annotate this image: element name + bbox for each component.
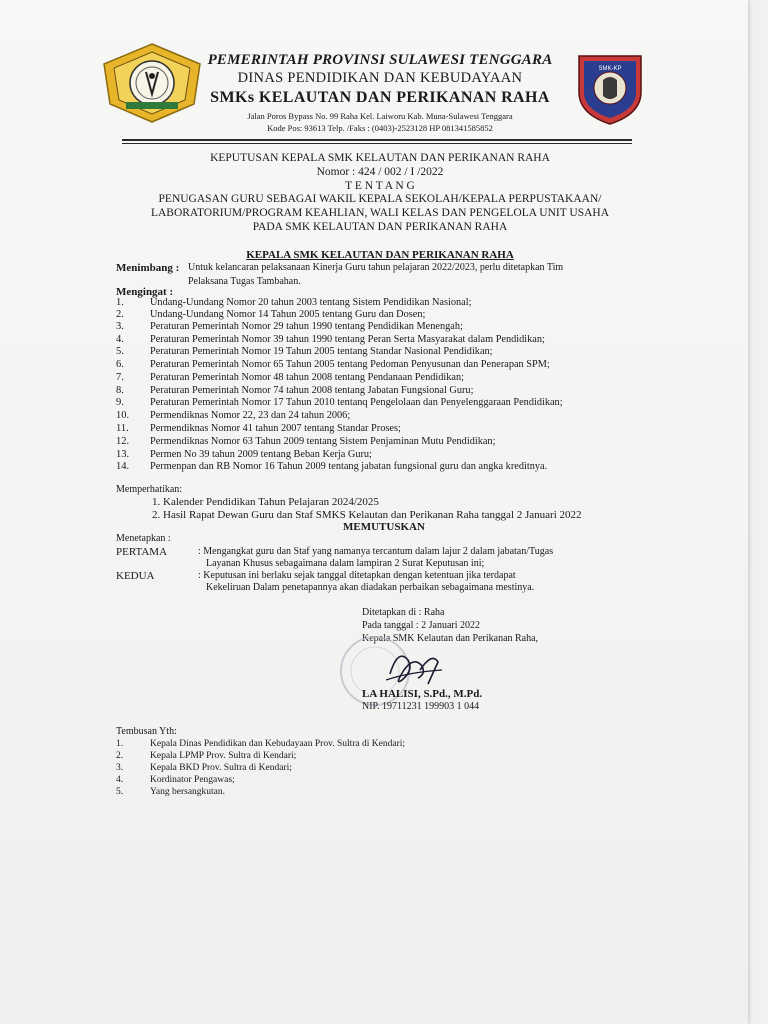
mengingat-number: 10. <box>116 410 130 421</box>
tembusan-item: Kordinator Pengawas; <box>150 775 235 785</box>
mengingat-label: Mengingat : <box>116 286 174 298</box>
signature-position: Kepala SMK Kelautan dan Perikanan Raha, <box>362 633 539 644</box>
tembusan-number: 4. <box>116 775 124 785</box>
letterhead-address: Jalan Poros Bypass No. 99 Raha Kel. Laiworu Kab. Muna-Sulawesi Tenggara <box>247 111 513 121</box>
tembusan-number: 2. <box>116 751 124 761</box>
letterhead-agency: DINAS PENDIDIKAN DAN KEBUDAYAAN <box>237 70 523 86</box>
signer-name: LA HALISI, S.Pd., M.Pd. <box>362 688 483 700</box>
tembusan-label: Tembusan Yth: <box>116 726 177 737</box>
pertama-text-line1: : Mengangkat guru dan Staf yang namanya tercantum dalam lajur 2 dalam jabatan/Tugas <box>198 546 554 557</box>
mengingat-number: 1. <box>116 297 124 308</box>
header-rule-thin <box>122 143 632 144</box>
decree-subject-line2: LABORATORIUM/PROGRAM KEAHLIAN, WALI KELAS DAN PENGELOLA UNIT USAHA <box>150 207 610 219</box>
decree-number: Nomor : 424 / 002 / I /2022 <box>316 166 444 178</box>
mengingat-item: Peraturan Pemerintah Nomor 19 Tahun 2005 tentang Standar Nasional Pendidikan; <box>150 346 493 357</box>
kedua-label: KEDUA <box>116 570 155 582</box>
decree-issuer: KEPALA SMK KELAUTAN DAN PERIKANAN RAHA <box>246 249 514 261</box>
menimbang-text-line2: Pelaksana Tugas Tambahan. <box>188 276 301 287</box>
kedua-text-line2: Kekeliruan Dalam penetapannya akan diadakan perbaikan sebagaimana mestinya. <box>206 582 535 593</box>
letterhead-school: SMKs KELAUTAN DAN PERIKANAN RAHA <box>210 89 550 106</box>
mengingat-item: Peraturan Pemerintah Nomor 29 tahun 1990 tentang Pendidikan Menengah; <box>150 321 463 332</box>
pertama-label: PERTAMA <box>116 546 168 558</box>
pertama-text-line2: Layanan Khusus sebagaimana dalam lampiran 2 Surat Keputusan ini; <box>206 558 485 569</box>
letterhead-contact: Kode Pos: 93613 Telp. /Faks : (0403)-2523128 HP 081341585852 <box>267 123 493 133</box>
menimbang-label: Menimbang : <box>116 262 180 274</box>
signer-nip: NIP. 19711231 199903 1 044 <box>362 701 480 712</box>
tembusan-item: Kepala Dinas Pendidikan dan Kebudayaan Prov. Sultra di Kendari; <box>150 739 406 749</box>
mengingat-number: 9. <box>116 397 124 408</box>
memperhatikan-item: 2. Hasil Rapat Dewan Guru dan Staf SMKS Kelautan dan Perikanan Raha tanggal 2 Januari 2022 <box>152 509 582 521</box>
mengingat-number: 2. <box>116 309 124 320</box>
mengingat-item: Permendiknas Nomor 41 tahun 2007 tentang Standar Proses; <box>150 423 401 434</box>
mengingat-item: Peraturan Pemerintah Nomor 39 tahun 1990 tentang Peran Serta Masyarakat dalam Pendidikan; <box>150 334 545 345</box>
tembusan-item: Kepala BKD Prov. Sultra di Kendari; <box>150 763 292 773</box>
mengingat-number: 11. <box>116 423 129 434</box>
handwritten-signature <box>380 640 450 692</box>
tembusan-number: 3. <box>116 763 124 773</box>
signature-date: Pada tanggal : 2 Januari 2022 <box>362 620 481 631</box>
mengingat-number: 3. <box>116 321 124 332</box>
decree-subject-line3: PADA SMK KELAUTAN DAN PERIKANAN RAHA <box>252 221 508 233</box>
kedua-text-line1: : Keputusan ini berlaku sejak tanggal ditetapkan dengan ketentuan jika terdapat <box>198 570 516 581</box>
mengingat-item: Peraturan Pemerintah Nomor 48 tahun 2008 tentang Pendanaan Pendidikan; <box>150 372 464 383</box>
mengingat-number: 14. <box>116 461 130 472</box>
mengingat-number: 4. <box>116 334 124 345</box>
menimbang-text-line1: Untuk kelancaran pelaksanaan Kinerja Guru tahun pelajaran 2022/2023, perlu ditetapkan Tim <box>188 262 564 273</box>
mengingat-item: Peraturan Pemerintah Nomor 17 Tahun 2010 tentanq Pengelolaan dan Penyelenggaraan Pendidikan; <box>150 397 563 408</box>
mengingat-number: 8. <box>116 385 124 396</box>
mengingat-item: Permendiknas Nomor 22, 23 dan 24 tahun 2006; <box>150 410 351 421</box>
mengingat-item: Peraturan Pemerintah Nomor 74 tahun 2008 tentang Jabatan Fungsional Guru; <box>150 385 474 396</box>
header-rule-thick <box>122 139 632 141</box>
memutuskan-heading: MEMUTUSKAN <box>343 521 425 533</box>
tembusan-number: 5. <box>116 787 124 797</box>
mengingat-item: Permenpan dan RB Nomor 16 Tahun 2009 tentang jabatan fungsional guru dan angka kreditnya. <box>150 461 548 472</box>
mengingat-number: 5. <box>116 346 124 357</box>
memperhatikan-item: 1. Kalender Pendidikan Tahun Pelajaran 2024/2025 <box>152 496 379 508</box>
decree-subject-line1: PENUGASAN GURU SEBAGAI WAKIL KEPALA SEKOLAH/KEPALA PERPUSTAKAAN/ <box>158 193 602 205</box>
mengingat-number: 13. <box>116 449 130 460</box>
mengingat-item: Undang-Uundang Nomor 20 tahun 2003 tentang Sistem Pendidikan Nasional; <box>150 297 472 308</box>
tembusan-number: 1. <box>116 739 124 749</box>
mengingat-item: Undang-Uundang Nomor 14 Tahun 2005 tentang Guru dan Dosen; <box>150 309 426 320</box>
decree-tentang: T E N T A N G <box>345 180 415 192</box>
letterhead-province: PEMERINTAH PROVINSI SULAWESI TENGGARA <box>207 52 553 68</box>
menetapkan-label: Menetapkan : <box>116 533 171 544</box>
mengingat-item: Permen No 39 tahun 2009 tentang Beban Kerja Guru; <box>150 449 372 460</box>
mengingat-number: 12. <box>116 436 130 447</box>
tembusan-item: Yang bersangkutan. <box>150 787 226 797</box>
signature-place: Ditetapkan di : Raha <box>362 607 445 618</box>
mengingat-item: Permendiknas Nomor 63 Tahun 2009 tentang Sistem Penjaminan Mutu Pendidikan; <box>150 436 496 447</box>
mengingat-number: 7. <box>116 372 124 383</box>
mengingat-number: 6. <box>116 359 124 370</box>
mengingat-item: Peraturan Pemerintah Nomor 65 Tahun 2005 tentang Pedoman Penyusunan dan Penerapan SPM; <box>150 359 550 370</box>
decree-title: KEPUTUSAN KEPALA SMK KELAUTAN DAN PERIKANAN RAHA <box>210 152 550 164</box>
school-emblem-text: SMK-KP <box>598 66 622 72</box>
memperhatikan-label: Memperhatikan: <box>116 484 183 495</box>
tembusan-item: Kepala LPMP Prov. Sultra di Kendari; <box>150 751 297 761</box>
